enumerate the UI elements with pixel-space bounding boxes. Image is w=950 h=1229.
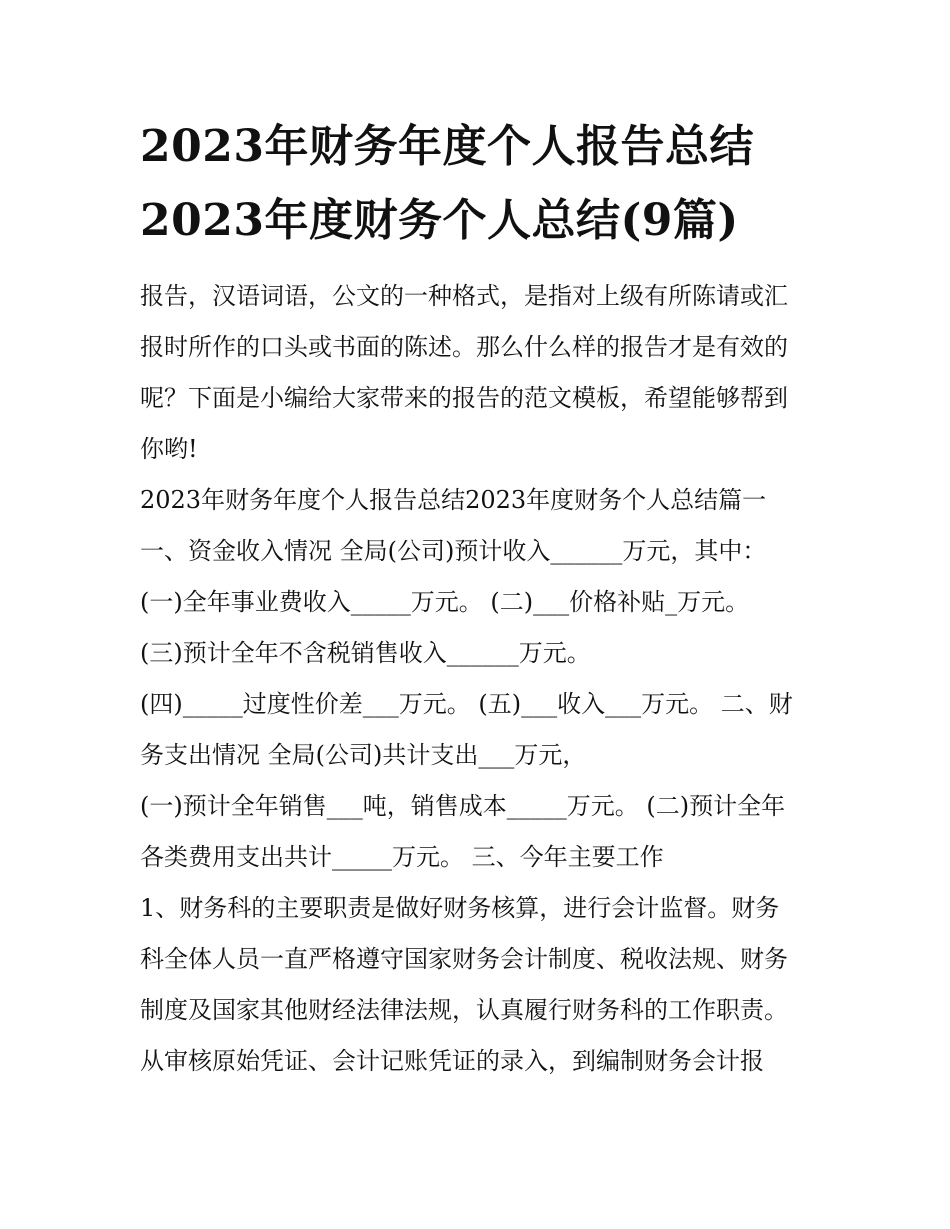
body-line: 呢？下面是小编给大家带来的报告的范文模板，希望能够帮到: [140, 384, 788, 412]
document-body: [140, 271, 815, 1087]
body-line: 1、财务科的主要职责是做好财务核算，进行会计监督。财务: [140, 894, 780, 922]
body-line: 从审核原始凭证、会计记账凭证的录入，到编制财务会计报: [140, 1047, 764, 1075]
body-line: 科全体人员一直严格遵守国家财务会计制度、税收法规、财务: [140, 945, 788, 973]
title-line-1: 2023年财务年度个人报告总结: [140, 121, 754, 172]
title-line-2: 2023年度财务个人总结(9篇): [140, 195, 739, 246]
body-line: 报时所作的口头或书面的陈述。那么什么样的报告才是有效的: [140, 333, 788, 361]
body-line: 务支出情况 全局(公司)共计支出___万元，: [140, 741, 587, 769]
body-line: 你哟!: [140, 435, 198, 463]
body-line: (一)全年事业费收入_____万元。 (二)___价格补贴_万元。: [140, 588, 750, 616]
section-heading: 2023年财务年度个人报告总结2023年度财务个人总结篇一: [140, 486, 767, 514]
body-line: 一、资金收入情况 全局(公司)预计收入______万元，其中：: [140, 537, 767, 565]
document-page: [140, 117, 815, 1087]
document-title: [140, 117, 815, 251]
body-line: (四)_____过度性价差___万元。 (五)___收入___万元。 二、财: [140, 690, 793, 718]
body-line: 报告，汉语词语，公文的一种格式，是指对上级有所陈请或汇: [140, 282, 788, 310]
body-line: (三)预计全年不含税销售收入______万元。: [140, 639, 591, 667]
body-line: 制度及国家其他财经法律法规，认真履行财务科的工作职责。: [140, 996, 788, 1024]
body-line: (一)预计全年销售___吨，销售成本_____万元。 (二)预计全年: [140, 792, 786, 820]
body-line: 各类费用支出共计_____万元。 三、今年主要工作: [140, 843, 664, 871]
